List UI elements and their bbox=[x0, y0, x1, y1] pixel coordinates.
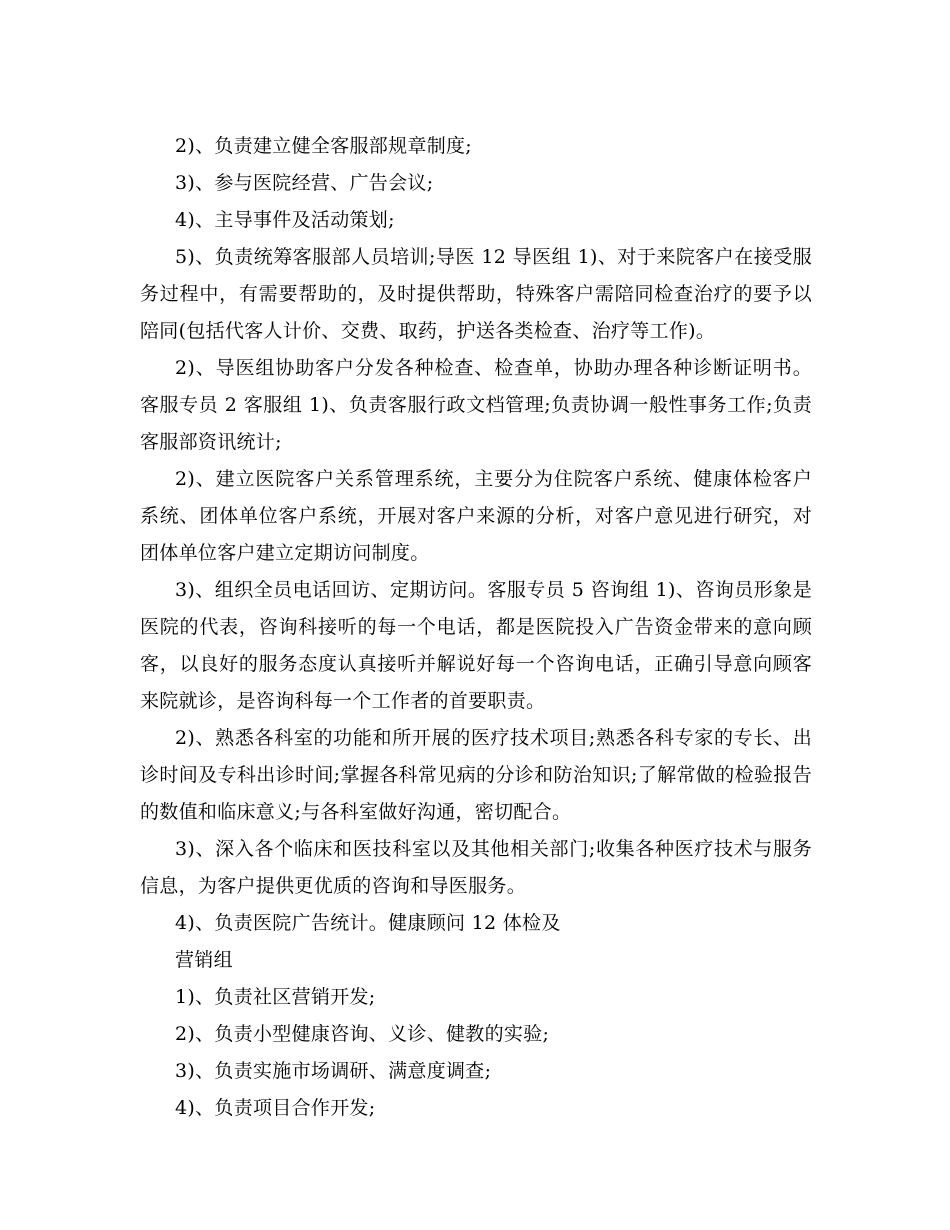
paragraph: 1)、负责社区营销开发; bbox=[175, 986, 376, 1008]
paragraph: 5)、负责统筹客服部人员培训;导医 12 导医组 1)、对于来院客户在接受服务过程中，有需要帮助的，及时提供帮助，特殊客户需陪同检查治疗的要予以陪同(包括代客人计价、交费、取药，护送各类检查、治疗等工作)。 bbox=[140, 246, 812, 342]
paragraph: 3)、深入各个临床和医技科室以及其他相关部门;收集各种医疗技术与服务信息，为客户提供更优质的咨询和导医服务。 bbox=[140, 838, 812, 897]
paragraph: 4)、主导事件及活动策划; bbox=[175, 209, 395, 231]
paragraph: 4)、负责项目合作开发; bbox=[175, 1097, 376, 1119]
paragraph: 3)、负责实施市场调研、满意度调查; bbox=[175, 1060, 492, 1082]
paragraph: 3)、组织全员电话回访、定期访问。客服专员 5 咨询组 1)、咨询员形象是医院的代表，咨询科接听的每一个电话，都是医院投入广告资金带来的意向顾客，以良好的服务态度认真接听并解说好每一个咨询电话，正确引导意向顾客来院就诊，是咨询科每一个工作者的首要职责。 bbox=[140, 579, 812, 712]
paragraph: 2)、导医组协助客户分发各种检查、检查单，协助办理各种诊断证明书。客服专员 2 客服组 1)、负责客服行政文档管理;负责协调一般性事务工作;负责客服部资讯统计; bbox=[140, 357, 812, 453]
paragraph: 4)、负责医院广告统计。健康顾问 12 体检及 bbox=[175, 912, 561, 934]
paragraph: 2)、负责建立健全客服部规章制度; bbox=[175, 135, 473, 157]
paragraph: 2)、负责小型健康咨询、义诊、健教的实验; bbox=[175, 1023, 550, 1045]
paragraph: 3)、参与医院经营、广告会议; bbox=[175, 172, 434, 194]
paragraph: 2)、建立医院客户关系管理系统，主要分为住院客户系统、健康体检客户系统、团体单位客户系统，开展对客户来源的分析，对客户意见进行研究，对团体单位客户建立定期访问制度。 bbox=[140, 468, 812, 564]
paragraph: 营销组 bbox=[175, 949, 233, 971]
document-body bbox=[140, 128, 812, 1127]
paragraph: 2)、熟悉各科室的功能和所开展的医疗技术项目;熟悉各科专家的专长、出诊时间及专科出诊时间;掌握各科常见病的分诊和防治知识;了解常做的检验报告的数值和临床意义;与各科室做好沟通，密切配合。 bbox=[140, 727, 812, 823]
